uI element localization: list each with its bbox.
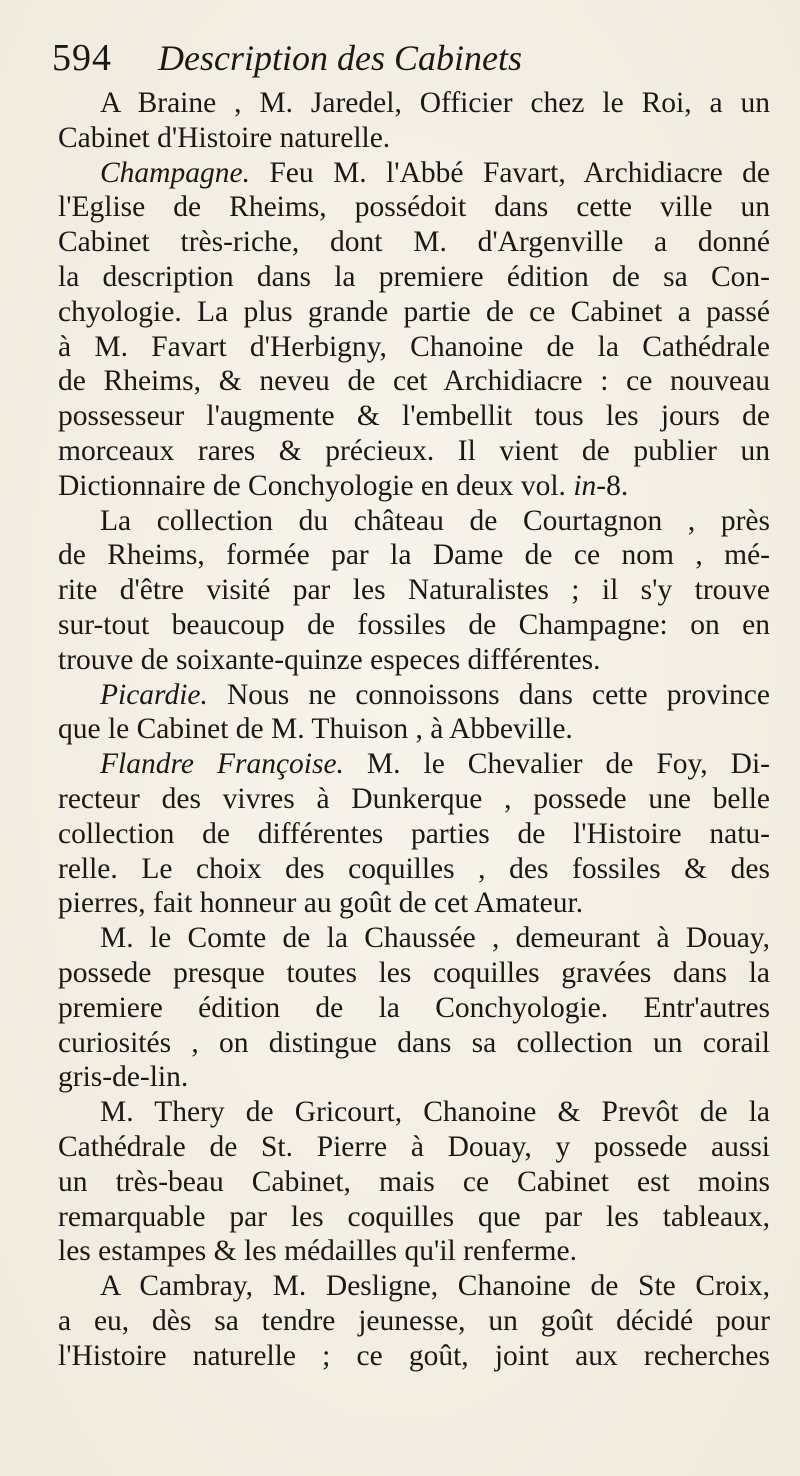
text-line	[58, 1339, 770, 1373]
text-segment: M. Thery de Gricourt, Chanoine & Prevôt de la	[100, 1096, 770, 1129]
text-segment: Cabinet très-riche, dont M. d'Argenville a donné	[58, 226, 770, 259]
italic-segment: in	[573, 469, 597, 502]
text-line	[58, 538, 770, 572]
text-line	[58, 782, 770, 816]
text-line	[58, 1026, 770, 1060]
page-header	[52, 36, 522, 82]
text-segment: l'Eglise de Rheims, possédoit dans cette ville un	[58, 191, 770, 224]
text-segment: relle. Le choix des coquilles , des fossiles & des	[58, 852, 770, 885]
text-line	[58, 225, 770, 259]
text-segment: sur-tout beaucoup de fossiles de Champagne: on en	[58, 609, 770, 641]
italic-segment: Flandre Françoise.	[100, 748, 344, 781]
text-line	[100, 1095, 770, 1129]
text-segment: pierres, fait honneur au goût de cet Amateur.	[58, 887, 584, 920]
text-segment: remarquable par les coquilles que par les tableaux,	[58, 1200, 770, 1233]
text-segment: Nous ne connoissons dans cette province	[207, 678, 770, 711]
text-line	[58, 852, 770, 886]
text-segment: de Rheims, formée par la Dame de ce nom , mé-	[58, 539, 770, 572]
text-line	[58, 1130, 770, 1164]
text-segment: collection de différentes parties de l'Histoire natu-	[58, 817, 770, 850]
text-line	[58, 469, 770, 503]
text-line	[100, 1269, 770, 1303]
text-segment: trouve de soixante-quinze especes différentes.	[58, 643, 601, 676]
text-segment: chyologie. La plus grande partie de ce Cabinet a passé	[58, 295, 770, 328]
text-line	[58, 1304, 770, 1338]
text-segment: recteur des vivres à Dunkerque , possede une belle	[58, 783, 770, 815]
text-line	[58, 956, 770, 990]
text-segment: Dictionnaire de Conchyologie en deux vol.	[58, 469, 574, 502]
text-segment: de Rheims, & neveu de cet Archidiacre : ce nouveau	[58, 365, 770, 398]
page-number: 594	[52, 37, 112, 79]
text-segment: la description dans la premiere édition de sa Con-	[58, 261, 770, 293]
text-segment: A Cambray, M. Desligne, Chanoine de Ste Croix,	[100, 1270, 770, 1303]
text-line	[58, 817, 770, 851]
text-segment: La collection du château de Courtagnon , près	[100, 504, 770, 537]
running-title: Description des Cabinets	[158, 38, 522, 78]
text-line	[100, 156, 770, 190]
text-segment: curiosités , on distingue dans sa collection un corail	[58, 1026, 770, 1059]
italic-segment: Picardie.	[100, 678, 208, 711]
text-line	[100, 678, 770, 712]
text-line	[58, 712, 770, 746]
text-segment: l'Histoire naturelle ; ce goût, joint aux recherches	[58, 1339, 770, 1372]
text-line	[100, 747, 770, 781]
text-line	[58, 295, 770, 329]
text-line	[100, 921, 770, 955]
text-segment: Cathédrale de St. Pierre à Douay, y possede aussi	[58, 1131, 770, 1163]
text-segment: A Braine , M. Jaredel, Officier chez le Roi, a un	[100, 87, 770, 119]
text-line	[58, 643, 770, 677]
text-segment: rite d'être visité par les Naturalistes ; il s'y trouve	[58, 574, 770, 607]
text-segment: un très-beau Cabinet, mais ce Cabinet est moins	[58, 1165, 770, 1198]
text-line	[58, 190, 770, 224]
text-line	[58, 573, 770, 607]
text-line	[58, 1165, 770, 1199]
text-line	[100, 86, 770, 120]
text-segment: M. le Chevalier de Foy, Di-	[343, 748, 770, 781]
text-line	[58, 364, 770, 398]
text-segment: a eu, dès sa tendre jeunesse, un goût décidé pour	[58, 1305, 770, 1337]
text-segment: M. le Comte de la Chaussée , demeurant à Douay,	[100, 922, 770, 955]
text-segment: que le Cabinet de M. Thuison , à Abbeville.	[58, 713, 573, 746]
text-segment: Cabinet d'Histoire naturelle.	[58, 121, 391, 154]
text-line	[58, 1200, 770, 1234]
text-line	[58, 330, 770, 364]
text-line	[58, 1060, 770, 1094]
text-segment: -8.	[596, 469, 629, 502]
text-line	[58, 886, 770, 920]
text-segment: premiere édition de la Conchyologie. Entr'autres	[58, 991, 770, 1024]
text-segment: à M. Favart d'Herbigny, Chanoine de la Cathédrale	[58, 330, 770, 363]
text-line	[58, 399, 770, 433]
text-line	[100, 504, 770, 538]
text-line	[58, 260, 770, 294]
text-line	[58, 121, 770, 155]
italic-segment: Champagne.	[100, 156, 250, 189]
text-segment: gris-de-lin.	[58, 1061, 189, 1094]
text-segment: morceaux rares & précieux. Il vient de publier un	[58, 435, 770, 467]
text-segment: les estampes & les médailles qu'il renferme.	[58, 1235, 577, 1268]
text-segment: possede presque toutes les coquilles gravées dans la	[58, 957, 770, 989]
text-line	[58, 608, 770, 642]
text-line	[58, 434, 770, 468]
text-segment: possesseur l'augmente & l'embellit tous les jours de	[58, 400, 770, 433]
text-line	[58, 991, 770, 1025]
text-segment: Feu M. l'Abbé Favart, Archidiacre de	[249, 156, 770, 189]
text-line	[58, 1234, 770, 1268]
